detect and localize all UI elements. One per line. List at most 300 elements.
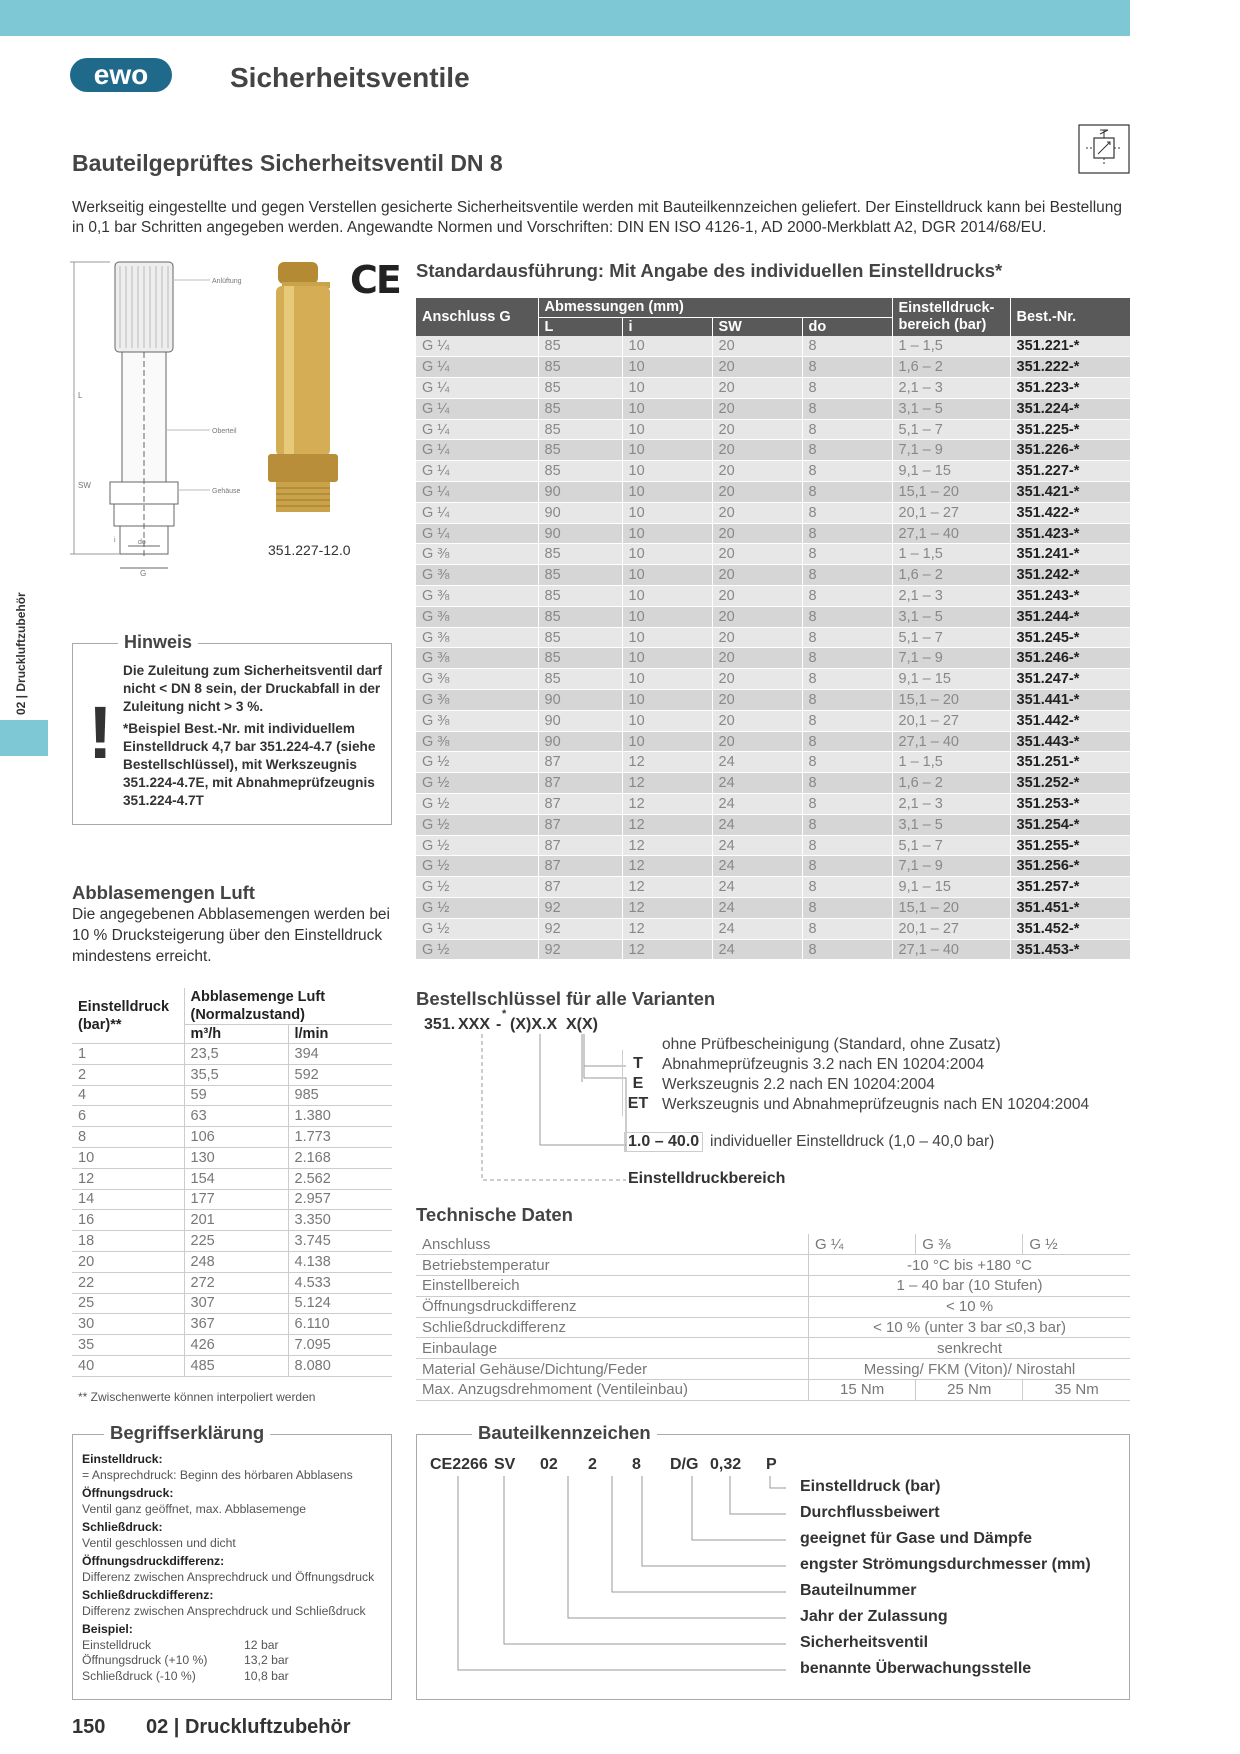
table-cell: 485 bbox=[184, 1355, 288, 1376]
table-cell: G ½ bbox=[416, 835, 538, 856]
table-row bbox=[72, 1106, 392, 1127]
table-cell: 25 bbox=[72, 1293, 184, 1314]
beispiel-label: Schließdruck (-10 %) bbox=[82, 1668, 196, 1683]
bauteil-label: Jahr der Zulassung bbox=[800, 1608, 948, 1625]
table-cell: 90 bbox=[538, 690, 622, 711]
table-row bbox=[416, 586, 1130, 607]
table-row bbox=[416, 877, 1130, 898]
begriff-term: Einstelldruck: bbox=[82, 1452, 163, 1466]
table-cell: 201 bbox=[184, 1210, 288, 1231]
table-cell: 10 bbox=[622, 710, 712, 731]
table-cell: 177 bbox=[184, 1189, 288, 1210]
table-cell: 20 bbox=[712, 586, 802, 607]
table-cell: 20 bbox=[712, 523, 802, 544]
table-cell: 1 – 1,5 bbox=[892, 336, 1010, 357]
table-cell: 90 bbox=[538, 710, 622, 731]
table-cell: 2.957 bbox=[288, 1189, 392, 1210]
opt-e-code: E bbox=[632, 1075, 644, 1092]
tech-value: senkrecht bbox=[809, 1338, 1130, 1359]
table-cell: G ¼ bbox=[416, 419, 538, 440]
table-cell: 1 bbox=[72, 1044, 184, 1065]
table-cell: G ⅜ bbox=[416, 669, 538, 690]
table-cell: 10 bbox=[622, 482, 712, 503]
table-cell: 85 bbox=[538, 378, 622, 399]
part-number-cell: 351.441-* bbox=[1010, 690, 1130, 711]
table-cell: 87 bbox=[538, 814, 622, 835]
table-cell: 87 bbox=[538, 773, 622, 794]
bauteil-code: P bbox=[766, 1456, 777, 1473]
table-cell: 87 bbox=[538, 794, 622, 815]
table-row bbox=[72, 1064, 392, 1085]
bauteil-label: Bauteilnummer bbox=[800, 1582, 917, 1599]
table-cell: 18 bbox=[72, 1231, 184, 1252]
table-cell: 20 bbox=[712, 482, 802, 503]
section-side-label: 02 | Druckluftzubehör bbox=[14, 592, 28, 715]
table-cell: 7,1 – 9 bbox=[892, 648, 1010, 669]
bauteil-code: 0,32 bbox=[710, 1456, 742, 1473]
table-row bbox=[72, 1044, 392, 1065]
tech-row bbox=[416, 1296, 1130, 1317]
begriff-def: Ventil geschlossen und dicht bbox=[82, 1535, 236, 1550]
table-cell: 85 bbox=[538, 669, 622, 690]
tech-value: G ¼ bbox=[809, 1234, 916, 1255]
table-cell: 8 bbox=[802, 669, 892, 690]
table-cell: 20 bbox=[712, 398, 802, 419]
tech-title: Technische Daten bbox=[416, 1204, 573, 1225]
table-cell: 22 bbox=[72, 1272, 184, 1293]
table-row bbox=[416, 794, 1130, 815]
table-cell: 8 bbox=[802, 918, 892, 939]
table-cell: 3,1 – 5 bbox=[892, 398, 1010, 419]
part-number-cell: 351.257-* bbox=[1010, 877, 1130, 898]
beispiel-label: Einstelldruck bbox=[82, 1637, 152, 1652]
table-cell: 92 bbox=[538, 918, 622, 939]
tech-value: 35 Nm bbox=[1023, 1380, 1130, 1401]
table-cell: 8 bbox=[802, 690, 892, 711]
bereich-label: Einstelldruckbereich bbox=[628, 1170, 786, 1187]
bauteil-code: 2 bbox=[588, 1456, 597, 1473]
table-cell: 8 bbox=[802, 794, 892, 815]
bauteil-code: SV bbox=[494, 1456, 516, 1473]
begriff-def: Differenz zwischen Ansprechdruck und Schließdruck bbox=[82, 1603, 366, 1618]
table-cell: 85 bbox=[538, 606, 622, 627]
part-number-cell: 351.222-* bbox=[1010, 357, 1130, 378]
range-code: 1.0 – 40.0 bbox=[624, 1132, 703, 1152]
table-row bbox=[416, 731, 1130, 752]
part-number-cell: 351.256-* bbox=[1010, 856, 1130, 877]
part-number-cell: 351.442-* bbox=[1010, 710, 1130, 731]
table-cell: 10 bbox=[622, 378, 712, 399]
table-cell: 85 bbox=[538, 586, 622, 607]
table-cell: 24 bbox=[712, 773, 802, 794]
table-cell: 2.562 bbox=[288, 1168, 392, 1189]
bestell-title: Bestellschlüssel für alle Varianten bbox=[416, 988, 716, 1009]
table-cell: 90 bbox=[538, 731, 622, 752]
th-i: i bbox=[622, 317, 712, 336]
table-cell: 106 bbox=[184, 1127, 288, 1148]
table-row bbox=[416, 752, 1130, 773]
bauteil-label: Einstelldruck (bar) bbox=[800, 1478, 941, 1495]
table-cell: 8 bbox=[802, 378, 892, 399]
tech-value: -10 °C bis +180 °C bbox=[809, 1255, 1130, 1276]
table-cell: 85 bbox=[538, 461, 622, 482]
table-cell: 8 bbox=[802, 336, 892, 357]
table-cell: G ½ bbox=[416, 856, 538, 877]
begriff-term: Schließdruckdifferenz: bbox=[82, 1588, 214, 1602]
th-m3h: m³/h bbox=[184, 1025, 288, 1044]
table-cell: 20 bbox=[712, 627, 802, 648]
th-bestnr: Best.-Nr. bbox=[1010, 298, 1130, 336]
standard-table bbox=[416, 298, 1130, 960]
table-cell: 1.773 bbox=[288, 1127, 392, 1148]
table-cell: 20 bbox=[712, 502, 802, 523]
table-cell: 8 bbox=[802, 731, 892, 752]
table-cell: 24 bbox=[712, 856, 802, 877]
table-cell: 5,1 – 7 bbox=[892, 835, 1010, 856]
table-cell: 8 bbox=[802, 898, 892, 919]
table-cell: 8 bbox=[802, 877, 892, 898]
table-cell: 10 bbox=[622, 690, 712, 711]
table-row bbox=[416, 357, 1130, 378]
table-cell: 5,1 – 7 bbox=[892, 419, 1010, 440]
th-do: do bbox=[802, 317, 892, 336]
beispiel-label: Öffnungsdruck (+10 %) bbox=[82, 1653, 208, 1667]
table-cell: 426 bbox=[184, 1335, 288, 1356]
table-cell: 8.080 bbox=[288, 1355, 392, 1376]
table-cell: 1 – 1,5 bbox=[892, 544, 1010, 565]
bauteil-code: 8 bbox=[632, 1456, 641, 1473]
table-cell: 10 bbox=[622, 586, 712, 607]
table-cell: G ⅜ bbox=[416, 690, 538, 711]
valve-symbol-icon bbox=[1078, 124, 1130, 174]
table-cell: 2,1 – 3 bbox=[892, 794, 1010, 815]
table-cell: 5,1 – 7 bbox=[892, 627, 1010, 648]
table-cell: 10 bbox=[622, 544, 712, 565]
table-cell: 20 bbox=[712, 461, 802, 482]
table-cell: 20 bbox=[712, 544, 802, 565]
table-cell: 87 bbox=[538, 877, 622, 898]
tech-row bbox=[416, 1338, 1130, 1359]
intro-text: Werkseitig eingestellte und gegen Verstellen gesicherte Sicherheitsventile werden mit Bauteilkennzeichen geliefert. Der Einstelldruck kann bei Bestellung in 0,1 bar Schritten angegeben werden. Angewandte Normen und Vorschriften: DIN EN ISO 4126-1, AD 2000-Merkblatt A2, DGR 2014/68/EU. bbox=[72, 199, 1123, 236]
table-cell: 10 bbox=[622, 336, 712, 357]
table-cell: 8 bbox=[802, 710, 892, 731]
table-cell: G ½ bbox=[416, 814, 538, 835]
table-row bbox=[72, 1293, 392, 1314]
table-row bbox=[416, 898, 1130, 919]
table-cell: G ⅜ bbox=[416, 648, 538, 669]
table-cell: 12 bbox=[622, 939, 712, 960]
beispiel-row bbox=[82, 1669, 387, 1685]
table-cell: 35,5 bbox=[184, 1064, 288, 1085]
bauteil-label: Durchflussbeiwert bbox=[800, 1504, 940, 1521]
table-cell: 8 bbox=[72, 1127, 184, 1148]
table-cell: 1,6 – 2 bbox=[892, 565, 1010, 586]
part-number-cell: 351.221-* bbox=[1010, 336, 1130, 357]
th-anschluss: Anschluss G bbox=[416, 298, 538, 336]
table-row bbox=[416, 918, 1130, 939]
table-cell: 8 bbox=[802, 814, 892, 835]
table-cell: 8 bbox=[802, 648, 892, 669]
image-caption: 351.227-12.0 bbox=[268, 542, 351, 558]
table-cell: 20 bbox=[712, 565, 802, 586]
part-number-cell: 351.423-* bbox=[1010, 523, 1130, 544]
th-abmessungen: Abmessungen (mm) bbox=[538, 298, 892, 317]
bauteil-label: benannte Überwachungsstelle bbox=[800, 1660, 1032, 1677]
table-row bbox=[72, 1335, 392, 1356]
table-cell: 2,1 – 3 bbox=[892, 378, 1010, 399]
table-cell: 130 bbox=[184, 1147, 288, 1168]
tech-value: 25 Nm bbox=[916, 1380, 1023, 1401]
part-number-cell: 351.254-* bbox=[1010, 814, 1130, 835]
table-row bbox=[416, 523, 1130, 544]
table-row bbox=[72, 1251, 392, 1272]
code-star: * bbox=[502, 1008, 507, 1020]
part-number-cell: 351.247-* bbox=[1010, 669, 1130, 690]
table-cell: 12 bbox=[622, 877, 712, 898]
table-cell: 92 bbox=[538, 939, 622, 960]
table-row bbox=[72, 1355, 392, 1376]
table-row bbox=[416, 690, 1130, 711]
table-cell: 23,5 bbox=[184, 1044, 288, 1065]
table-cell: G ½ bbox=[416, 939, 538, 960]
th-einstell: Einstelldruck (bar)** bbox=[72, 988, 184, 1044]
table-cell: G ⅜ bbox=[416, 731, 538, 752]
code-dash: - bbox=[496, 1016, 502, 1033]
table-row bbox=[416, 606, 1130, 627]
table-cell: 15,1 – 20 bbox=[892, 898, 1010, 919]
tech-label: Einbaulage bbox=[416, 1338, 809, 1359]
abblase-text: Die angegebenen Abblasemengen werden bei 10 % Drucksteigerung über den Einstelldruck mindestens erreicht. bbox=[72, 906, 390, 965]
abblase-note: ** Zwischenwerte können interpoliert werden bbox=[78, 1390, 316, 1404]
table-row bbox=[416, 419, 1130, 440]
tech-value: 1 – 40 bar (10 Stufen) bbox=[809, 1276, 1130, 1297]
table-cell: 20 bbox=[712, 419, 802, 440]
table-cell: 7,1 – 9 bbox=[892, 440, 1010, 461]
ewo-logo bbox=[70, 58, 172, 92]
tech-value: < 10 % (unter 3 bar ≤0,3 bar) bbox=[809, 1317, 1130, 1338]
part-number-cell: 351.224-* bbox=[1010, 398, 1130, 419]
table-cell: 3.745 bbox=[288, 1231, 392, 1252]
table-cell: 24 bbox=[712, 898, 802, 919]
table-cell: 10 bbox=[622, 669, 712, 690]
table-cell: 90 bbox=[538, 523, 622, 544]
opt-none: ohne Prüfbescheinigung (Standard, ohne Zusatz) bbox=[662, 1036, 1001, 1053]
label-do: do bbox=[138, 539, 146, 546]
table-cell: 92 bbox=[538, 898, 622, 919]
table-cell: 20 bbox=[712, 731, 802, 752]
part-number-cell: 351.255-* bbox=[1010, 835, 1130, 856]
table-cell: 4.138 bbox=[288, 1251, 392, 1272]
part-number-cell: 351.245-* bbox=[1010, 627, 1130, 648]
table-cell: 85 bbox=[538, 648, 622, 669]
part-number-cell: 351.251-* bbox=[1010, 752, 1130, 773]
table-cell: 24 bbox=[712, 752, 802, 773]
table-cell: 85 bbox=[538, 419, 622, 440]
table-cell: 10 bbox=[622, 731, 712, 752]
label-gehaeuse: Gehäuse bbox=[212, 488, 241, 495]
table-cell: 6.110 bbox=[288, 1314, 392, 1335]
table-cell: G ½ bbox=[416, 898, 538, 919]
table-row bbox=[72, 1147, 392, 1168]
table-cell: 12 bbox=[622, 814, 712, 835]
table-row bbox=[416, 440, 1130, 461]
tech-value: G ⅜ bbox=[916, 1234, 1023, 1255]
table-cell: 14 bbox=[72, 1189, 184, 1210]
abblase-title: Abblasemengen Luft bbox=[72, 882, 255, 903]
table-cell: 2 bbox=[72, 1064, 184, 1085]
table-cell: 10 bbox=[622, 648, 712, 669]
table-cell: G ¼ bbox=[416, 502, 538, 523]
table-cell: 10 bbox=[622, 606, 712, 627]
opt-e: Werkszeugnis 2.2 nach EN 10204:2004 bbox=[662, 1076, 935, 1093]
table-row bbox=[416, 669, 1130, 690]
table-row bbox=[416, 502, 1130, 523]
table-cell: 10 bbox=[622, 627, 712, 648]
table-cell: 5.124 bbox=[288, 1293, 392, 1314]
table-cell: 8 bbox=[802, 835, 892, 856]
table-cell: 1,6 – 2 bbox=[892, 773, 1010, 794]
code-xxx: XXX bbox=[458, 1016, 491, 1033]
table-cell: 10 bbox=[622, 357, 712, 378]
table-cell: 10 bbox=[622, 398, 712, 419]
bauteil-label: Sicherheitsventil bbox=[800, 1634, 929, 1651]
table-row bbox=[416, 856, 1130, 877]
tech-row bbox=[416, 1276, 1130, 1297]
begriff-item bbox=[82, 1554, 387, 1585]
tech-row bbox=[416, 1380, 1130, 1401]
label-oberteil: Oberteil bbox=[212, 428, 237, 435]
table-cell: 272 bbox=[184, 1272, 288, 1293]
table-cell: G ½ bbox=[416, 752, 538, 773]
table-cell: 8 bbox=[802, 627, 892, 648]
table-cell: 7,1 – 9 bbox=[892, 856, 1010, 877]
ce-mark: CE bbox=[350, 258, 400, 302]
table-cell: 20,1 – 27 bbox=[892, 710, 1010, 731]
label-l: L bbox=[78, 391, 83, 400]
table-cell: 9,1 – 15 bbox=[892, 461, 1010, 482]
section-side-tab bbox=[0, 720, 48, 756]
table-cell: 40 bbox=[72, 1355, 184, 1376]
hinweis-title: Hinweis bbox=[118, 632, 198, 653]
begriff-item bbox=[82, 1588, 387, 1619]
table-cell: 10 bbox=[622, 565, 712, 586]
begriff-term: Öffnungsdruckdifferenz: bbox=[82, 1554, 225, 1568]
table-cell: G ⅜ bbox=[416, 710, 538, 731]
table-cell: 10 bbox=[622, 502, 712, 523]
valve-drawing bbox=[70, 258, 370, 578]
part-number-cell: 351.227-* bbox=[1010, 461, 1130, 482]
table-cell: G ¼ bbox=[416, 523, 538, 544]
part-number-cell: 351.422-* bbox=[1010, 502, 1130, 523]
table-cell: G ⅜ bbox=[416, 544, 538, 565]
table-cell: G ¼ bbox=[416, 378, 538, 399]
table-cell: 85 bbox=[538, 440, 622, 461]
table-cell: G ⅜ bbox=[416, 627, 538, 648]
table-cell: 1 – 1,5 bbox=[892, 752, 1010, 773]
table-cell: G ¼ bbox=[416, 336, 538, 357]
table-row bbox=[416, 378, 1130, 399]
table-cell: 20 bbox=[712, 710, 802, 731]
table-cell: 12 bbox=[72, 1168, 184, 1189]
part-number-cell: 351.252-* bbox=[1010, 773, 1130, 794]
tech-label: Anschluss bbox=[416, 1234, 809, 1255]
label-anluftung: Anlüftung bbox=[212, 278, 242, 285]
table-cell: 35 bbox=[72, 1335, 184, 1356]
beispiel-value: 10,8 bar bbox=[244, 1668, 289, 1683]
part-number-cell: 351.243-* bbox=[1010, 586, 1130, 607]
table-row bbox=[416, 835, 1130, 856]
table-cell: 8 bbox=[802, 440, 892, 461]
table-cell: 10 bbox=[72, 1147, 184, 1168]
tech-value: 15 Nm bbox=[809, 1380, 916, 1401]
tech-label: Einstellbereich bbox=[416, 1276, 809, 1297]
table-cell: 6 bbox=[72, 1106, 184, 1127]
footer-section: 02 | Druckluftzubehör bbox=[146, 1716, 351, 1738]
opt-t-code: T bbox=[633, 1055, 643, 1072]
table-row bbox=[72, 1231, 392, 1252]
tech-row bbox=[416, 1359, 1130, 1380]
tech-label: Betriebstemperatur bbox=[416, 1255, 809, 1276]
table-cell: 8 bbox=[802, 856, 892, 877]
table-cell: 9,1 – 15 bbox=[892, 669, 1010, 690]
begriff-item bbox=[82, 1486, 387, 1517]
table-cell: 9,1 – 15 bbox=[892, 877, 1010, 898]
tech-row bbox=[416, 1317, 1130, 1338]
table-cell: 8 bbox=[802, 357, 892, 378]
begriff-item bbox=[82, 1520, 387, 1551]
table-cell: G ¼ bbox=[416, 357, 538, 378]
table-cell: 20 bbox=[712, 336, 802, 357]
begriff-def: Ventil ganz geöffnet, max. Abblasemenge bbox=[82, 1501, 307, 1516]
table-cell: 16 bbox=[72, 1210, 184, 1231]
table-cell: 3.350 bbox=[288, 1210, 392, 1231]
label-sw: SW bbox=[78, 481, 91, 490]
tech-value: G ½ bbox=[1023, 1234, 1130, 1255]
table-cell: G ½ bbox=[416, 773, 538, 794]
table-row bbox=[416, 565, 1130, 586]
table-cell: 10 bbox=[622, 440, 712, 461]
part-number-cell: 351.453-* bbox=[1010, 939, 1130, 960]
table-cell: 59 bbox=[184, 1085, 288, 1106]
table-row bbox=[72, 1189, 392, 1210]
table-cell: 2.168 bbox=[288, 1147, 392, 1168]
table-cell: 85 bbox=[538, 627, 622, 648]
tech-row bbox=[416, 1255, 1130, 1276]
table-row bbox=[72, 1314, 392, 1335]
table-cell: 12 bbox=[622, 773, 712, 794]
range-text: individueller Einstelldruck (1,0 – 40,0 bar) bbox=[710, 1133, 995, 1150]
table-cell: 63 bbox=[184, 1106, 288, 1127]
bauteil-label: geeignet für Gase und Dämpfe bbox=[800, 1530, 1033, 1547]
table-cell: 24 bbox=[712, 939, 802, 960]
table-cell: 7.095 bbox=[288, 1335, 392, 1356]
table-row bbox=[416, 336, 1130, 357]
th-sw: SW bbox=[712, 317, 802, 336]
table-cell: 87 bbox=[538, 856, 622, 877]
beispiel-value: 13,2 bar bbox=[244, 1653, 289, 1667]
table-cell: 4 bbox=[72, 1085, 184, 1106]
table-cell: 12 bbox=[622, 794, 712, 815]
part-number-cell: 351.452-* bbox=[1010, 918, 1130, 939]
table-cell: G ¼ bbox=[416, 482, 538, 503]
table-cell: 85 bbox=[538, 398, 622, 419]
table-cell: 85 bbox=[538, 565, 622, 586]
table-cell: 985 bbox=[288, 1085, 392, 1106]
begriffe-title: Begriffserklärung bbox=[104, 1422, 270, 1444]
part-number-cell: 351.242-* bbox=[1010, 565, 1130, 586]
table-cell: 367 bbox=[184, 1314, 288, 1335]
standard-title: Standardausführung: Mit Angabe des individuellen Einstelldrucks* bbox=[416, 260, 1003, 281]
